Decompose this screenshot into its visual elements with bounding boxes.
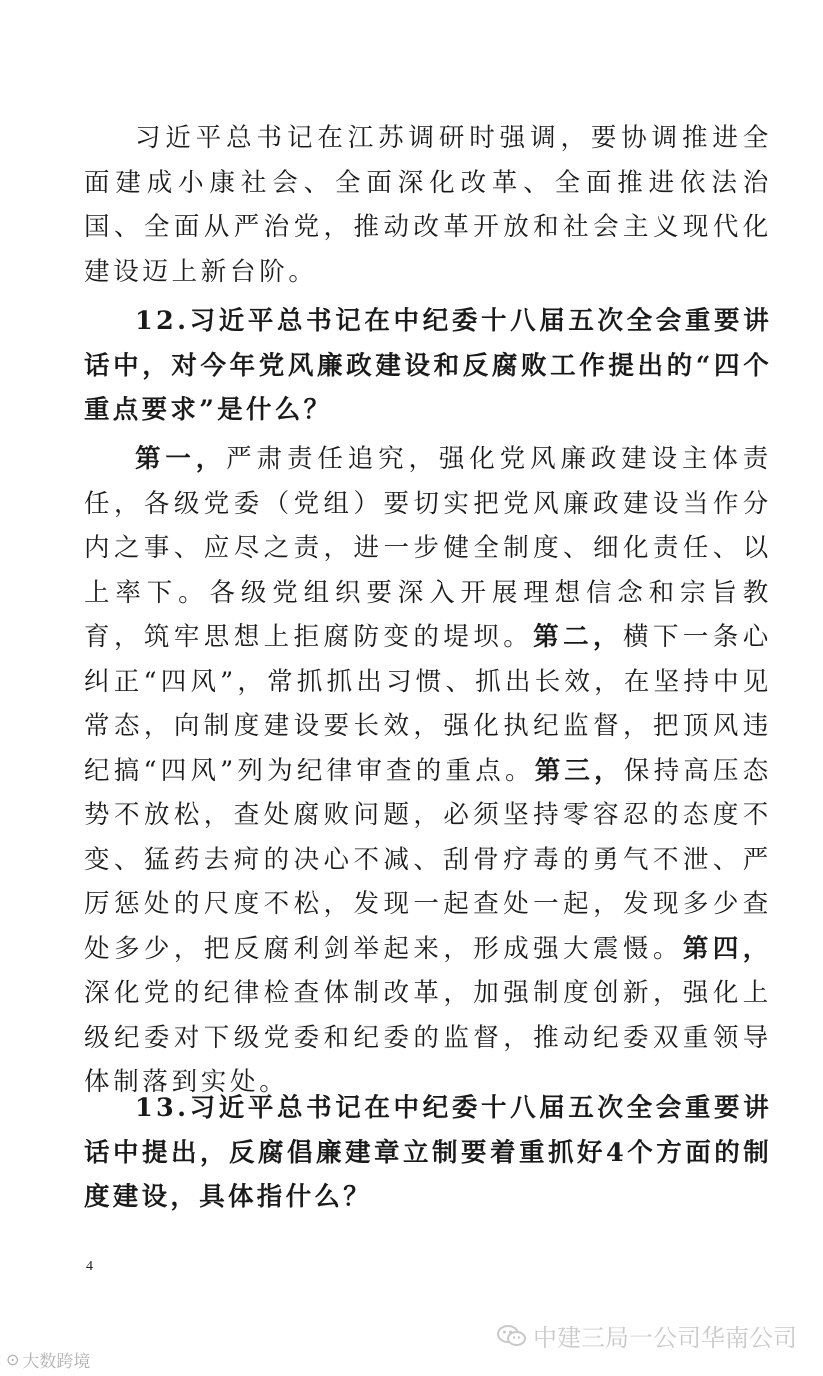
wechat-watermark — [497, 1318, 797, 1353]
point-text-first: 严肃责任追究，强化党风廉政建设主体责任，各级党委（党组）要切实把党风廉政建设当作分内之事、应尽之责，进一步健全制度、细化责任、以上率下。各级党组织要深入开展理想信念和宗旨教育，筑牢思想上拒腐防变的堤坝。 — [84, 444, 772, 652]
point-label-third: 第三， — [534, 755, 624, 786]
point-text-second: 横下一条心纠正“四风”，常抓抓出习惯、抓出长效，在坚持中见常态，向制度建设要长效，强化执纪监督，把顶风违纪搞“四风”列为纪律审查的重点。 — [84, 622, 772, 786]
corner-stamp — [6, 1347, 90, 1372]
wechat-icon — [497, 1324, 527, 1348]
stamp-logo-icon: ⊙ — [6, 1350, 20, 1369]
point-text-fourth: 深化党的纪律检查体制改革，加强制度创新，强化上级纪委对下级党委和纪委的监督，推动纪委双重领导体制落到实处。 — [84, 978, 772, 1097]
watermark-text: 中建三局一公司华南公司 — [533, 1324, 797, 1352]
question-13-heading: 13.习近平总书记在中纪委十八届五次全会重要讲话中提出，反腐倡廉建章立制要着重抓好4个方面的制度建设，具体指什么？ — [84, 1093, 772, 1212]
stamp-text: 大数跨境 — [22, 1352, 91, 1372]
point-text-third: 保持高压态势不放松，查处腐败问题，必须坚持零容忍的态度不变、猛药去疴的决心不减、刮骨疗毒的勇气不泄、严厉惩处的尺度不松，发现一起查处一起，发现多少查处多少，把反腐利剑举起来，形成强大震慑。 — [84, 755, 772, 964]
answer-12-paragraph — [84, 437, 772, 1105]
intro-paragraph: 习近平总书记在江苏调研时强调，要协调推进全面建成小康社会、全面深化改革、全面推进依法治国、全面从严治党，推动改革开放和社会主义现代化建设迈上新台阶。 — [84, 123, 772, 287]
point-label-fourth: 第四， — [682, 933, 772, 964]
page-number: 4 — [86, 1259, 93, 1274]
point-label-second: 第二， — [533, 622, 623, 652]
question-12-heading: 12.习近平总书记在中纪委十八届五次全会重要讲话中，对今年党风廉政建设和反腐败工作提出的“四个重点要求”是什么？ — [84, 306, 772, 425]
point-label-first: 第一， — [135, 444, 227, 474]
